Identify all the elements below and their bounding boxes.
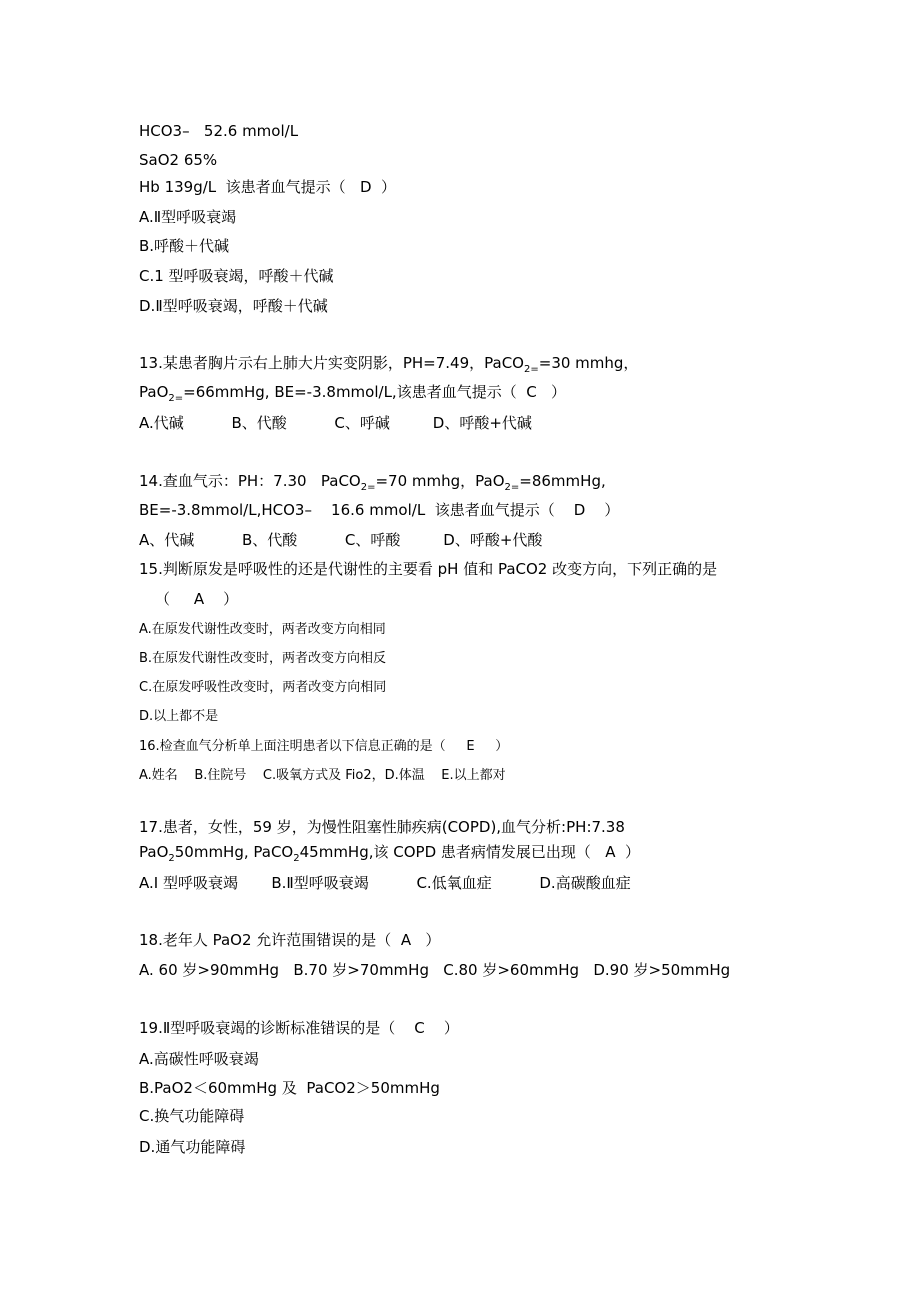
- question-13-line-2: PaO$_{2=}$=66mmHg, BE=-3.8mmol/L,该患者血气提示（ C ）: [139, 383, 567, 404]
- question-15-line-1: 15.判断原发是呼吸性的还是代谢性的主要看 pH 值和 PaCO2 改变方向，下列正确的是: [139, 560, 718, 578]
- option-line: A.姓名 B.住院号 C.吸氧方式及 Fio2，D.体温 E.以上都对: [139, 768, 506, 783]
- question-14-line-1: 14.查血气示：PH：7.30 PaCO$_{2=}$=70 mmhg，PaO$_{2=}$=86mmHg,: [139, 472, 606, 493]
- option-line: C.换气功能障碍: [139, 1107, 245, 1125]
- question-17-line-1: 17.患者，女性，59 岁，为慢性阻塞性肺疾病(COPD),血气分析:PH:7.38: [139, 818, 625, 836]
- text-line: Hb 139g/L 该患者血气提示（ D ）: [139, 178, 397, 196]
- question-13-line-1: 13.某患者胸片示右上肺大片实变阴影，PH=7.49，PaCO$_{2=}$=30 mmhg，: [139, 354, 639, 375]
- option-line: A.Ⅱ型呼吸衰竭: [139, 208, 237, 226]
- option-line: A.在原发代谢性改变时，两者改变方向相同: [139, 622, 386, 637]
- option-line: A.I 型呼吸衰竭 B.Ⅱ型呼吸衰竭 C.低氧血症 D.高碳酸血症: [139, 874, 631, 892]
- option-line: C.1 型呼吸衰竭，呼酸＋代碱: [139, 267, 334, 285]
- option-line: D.以上都不是: [139, 709, 219, 724]
- option-line: B.呼酸＋代碱: [139, 237, 230, 255]
- option-line: B.PaO2＜60mmHg 及 PaCO2＞50mmHg: [139, 1079, 440, 1097]
- question-15-answer: （ A ）: [155, 590, 239, 608]
- option-line: B.在原发代谢性改变时，两者改变方向相反: [139, 651, 387, 666]
- question-17-line-2: PaO$_2$50mmHg, PaCO$_2$45mmHg,该 COPD 患者病情发展已出现（ A ）: [139, 843, 641, 864]
- option-line: D.Ⅱ型呼吸衰竭，呼酸＋代碱: [139, 297, 328, 315]
- text-line: HCO3– 52.6 mmol/L: [139, 122, 299, 140]
- question-14-line-2: BE=-3.8mmol/L,HCO3– 16.6 mmol/L 该患者血气提示（ D ）: [139, 501, 620, 519]
- text-line: SaO2 65%: [139, 151, 218, 169]
- option-line: A.代碱 B、代酸 C、呼碱 D、呼酸+代碱: [139, 414, 532, 432]
- option-line: A、代碱 B、代酸 C、呼酸 D、呼酸+代酸: [139, 531, 543, 549]
- question-16: 16.检查血气分析单上面注明患者以下信息正确的是（ E ）: [139, 739, 509, 754]
- option-line: A. 60 岁>90mmHg B.70 岁>70mmHg C.80 岁>60mmHg D.90 岁>50mmHg: [139, 961, 731, 979]
- question-18: 18.老年人 PaO2 允许范围错误的是（ A ）: [139, 931, 441, 949]
- option-line: A.高碳性呼吸衰竭: [139, 1050, 259, 1068]
- question-19: 19.Ⅱ型呼吸衰竭的诊断标准错误的是（ C ）: [139, 1019, 459, 1037]
- option-line: D.通气功能障碍: [139, 1138, 246, 1156]
- option-line: C.在原发呼吸性改变时，两者改变方向相同: [139, 680, 387, 695]
